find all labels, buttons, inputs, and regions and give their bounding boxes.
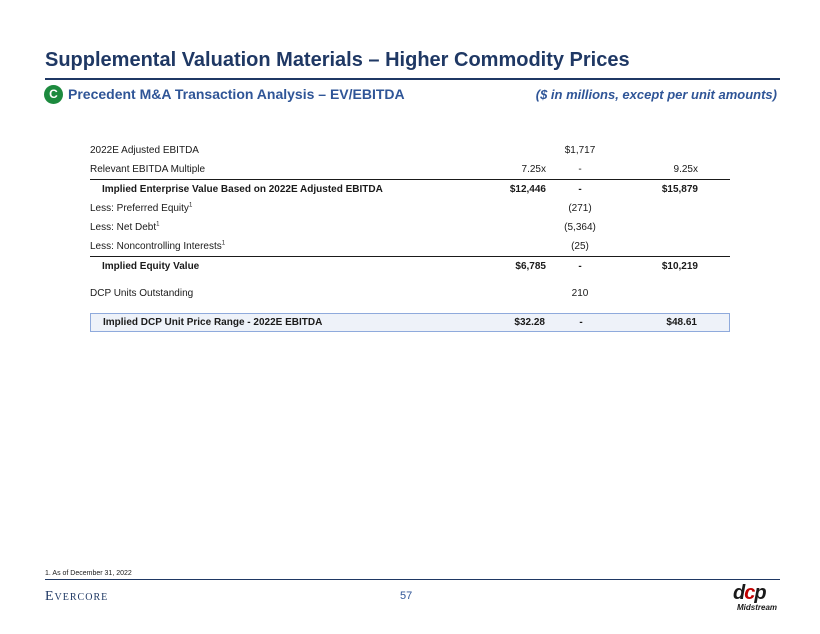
footnote-ref: 1 (221, 240, 226, 247)
low-value: $6,785 (515, 261, 546, 272)
table-row-implied-unit-price (90, 313, 730, 332)
page-number: 57 (400, 590, 413, 602)
logo-mark: dcp (733, 582, 766, 604)
high-value: $10,219 (661, 261, 698, 272)
high-value: 9.25x (673, 164, 698, 175)
high-value: $15,879 (661, 184, 698, 195)
table-row-units-outstanding (90, 284, 730, 303)
low-value: 7.25x (521, 164, 546, 175)
footnote-ref: 1 (188, 202, 193, 209)
evercore-logo: Evercore (45, 589, 109, 604)
logo-subtext: Midstream (737, 603, 778, 612)
table-row-implied-ev (90, 180, 730, 199)
row-label: DCP Units Outstanding (90, 288, 194, 299)
row-label: Less: Preferred Equity$^1$ (90, 202, 193, 214)
page-title: Supplemental Valuation Materials – Higher Commodity Prices (45, 49, 630, 71)
table-row-adjusted-ebitda (90, 141, 730, 160)
row-label: Implied DCP Unit Price Range - 2022E EBITDA (103, 317, 323, 328)
units-note: ($ in millions, except per unit amounts) (535, 87, 777, 102)
row-label: Relevant EBITDA Multiple (90, 164, 206, 175)
section-badge: C (44, 85, 63, 104)
footnote-ref: 1 (156, 221, 160, 228)
table-row-noncontrolling-interests (90, 237, 730, 257)
row-label: Implied Equity Value (102, 261, 200, 272)
mid-value: - (578, 261, 582, 272)
dcp-midstream-logo (733, 583, 783, 617)
high-value: $48.61 (666, 317, 697, 328)
row-label: 2022E Adjusted EBITDA (90, 145, 199, 156)
mid-value: 210 (571, 288, 589, 299)
mid-value: - (578, 164, 582, 175)
table-row-preferred-equity (90, 199, 730, 218)
section-subtitle: Precedent M&A Transaction Analysis – EV/EBITDA (68, 86, 405, 102)
row-label: Implied Enterprise Value Based on 2022E Adjusted EBITDA (102, 184, 383, 195)
table-row-implied-equity-value (90, 257, 730, 276)
row-label: Less: Net Debt$^1$ (90, 221, 160, 233)
title-divider (45, 78, 780, 80)
footer-divider (45, 579, 780, 580)
table-row-net-debt (90, 218, 730, 237)
mid-value: (271) (568, 203, 592, 214)
low-value: $32.28 (514, 317, 545, 328)
mid-value: (25) (571, 241, 589, 252)
mid-value: - (579, 317, 583, 328)
table-row-ebitda-multiple (90, 160, 730, 180)
row-label: Less: Noncontrolling Interests$^1$ (90, 240, 226, 252)
mid-value: - (578, 184, 582, 195)
mid-value: (5,364) (564, 222, 596, 233)
mid-value: $1,717 (564, 145, 596, 156)
low-value: $12,446 (509, 184, 546, 195)
valuation-table (90, 141, 730, 332)
footnote: 1. As of December 31, 2022 (45, 570, 132, 577)
